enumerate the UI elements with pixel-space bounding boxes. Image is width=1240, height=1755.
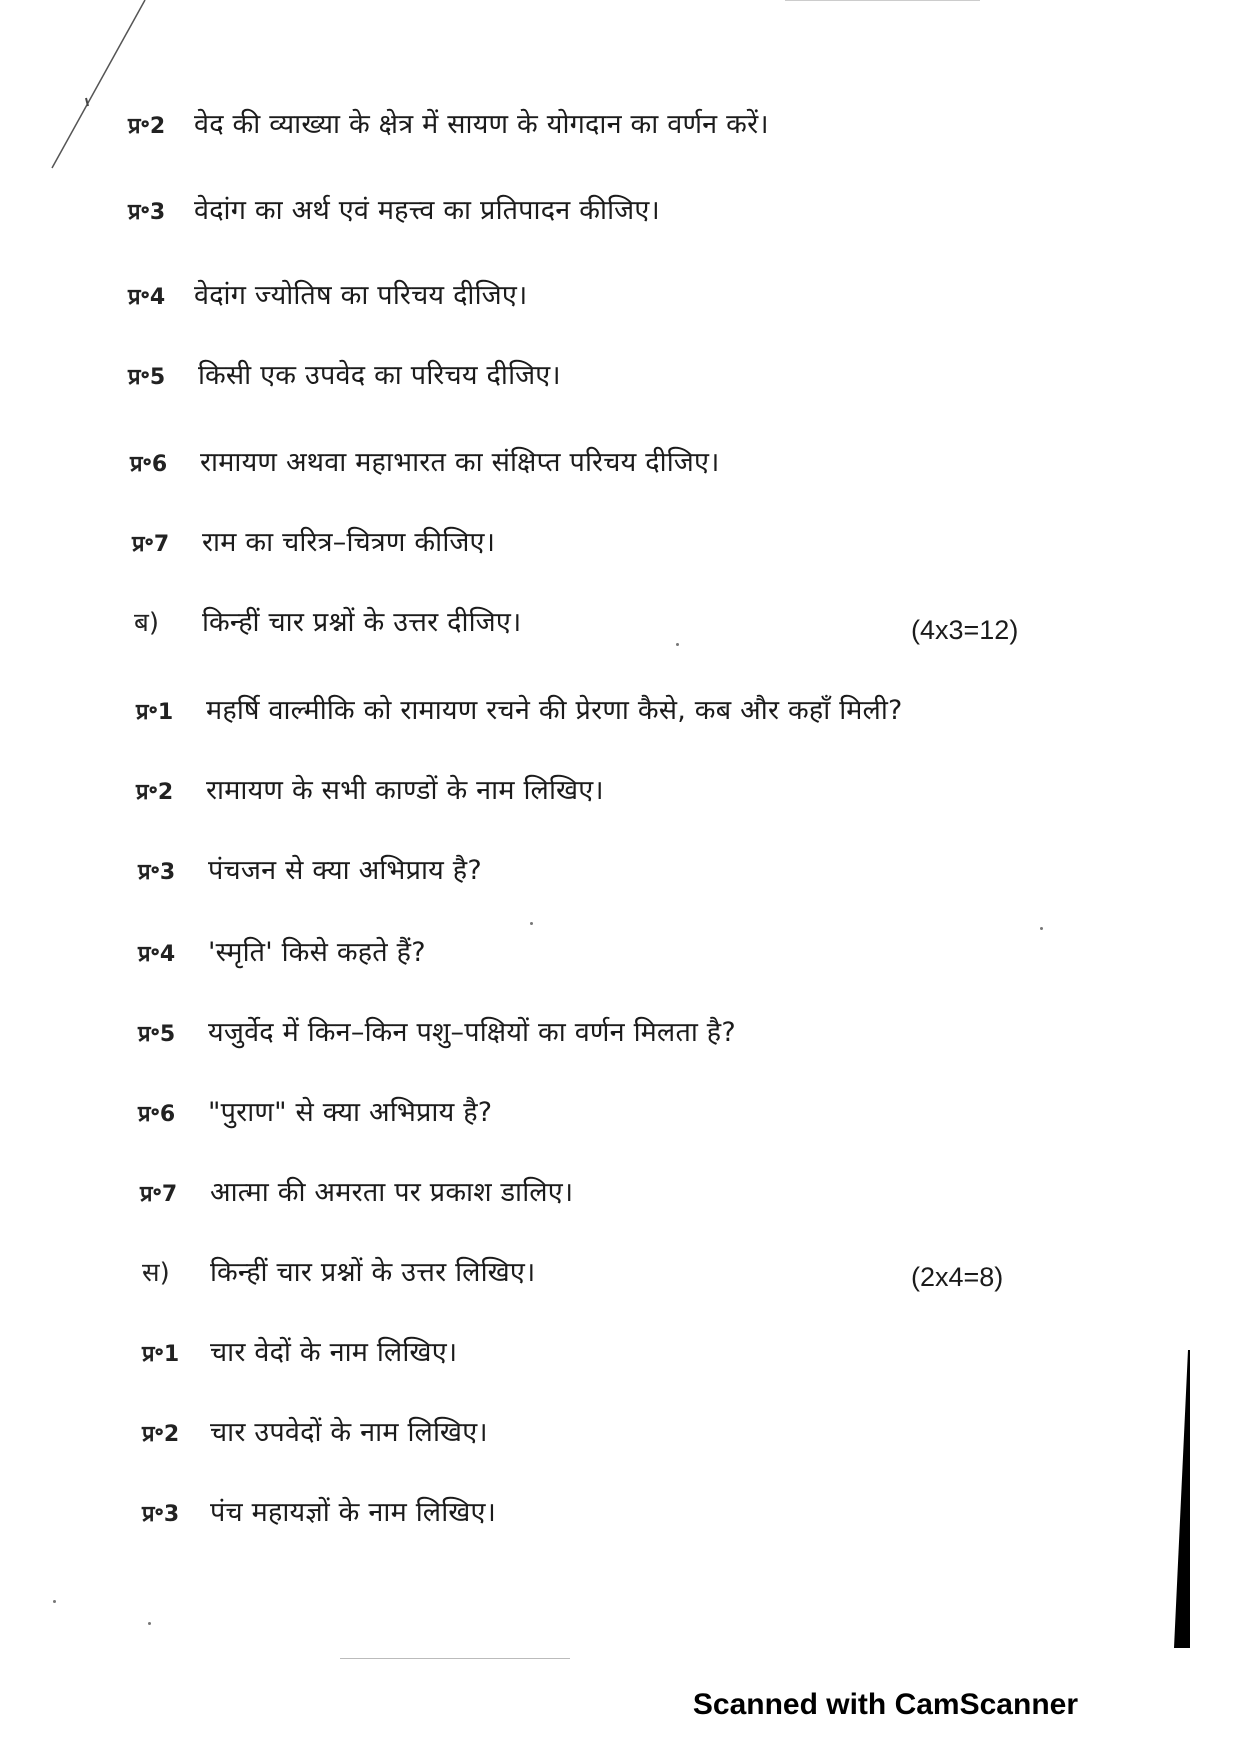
- question-number: प्र॰2: [128, 114, 166, 139]
- section-marks: (2x4=8): [911, 1262, 1004, 1292]
- scan-speck: [530, 922, 533, 925]
- question-row: [128, 355, 561, 392]
- question-text: चार उपवेदों के नाम लिखिए।: [210, 1417, 488, 1448]
- question-number: प्र॰1: [136, 700, 174, 725]
- question-number: प्र॰6: [130, 452, 168, 477]
- section-label: स): [142, 1258, 170, 1288]
- question-row: [130, 442, 720, 479]
- question-number: प्र॰6: [138, 1102, 176, 1127]
- question-text: वेदांग का अर्थ एवं महत्त्व का प्रतिपादन कीजिए।: [194, 195, 660, 226]
- question-row: [142, 1492, 496, 1529]
- question-text: रामायण अथवा महाभारत का संक्षिप्त परिचय दीजिए।: [200, 447, 720, 478]
- section-label: ब): [134, 608, 159, 638]
- question-text: राम का चरित्र–चित्रण कीजिए।: [202, 527, 496, 558]
- question-text: "पुराण" से क्या अभिप्राय है?: [208, 1097, 493, 1128]
- question-row: [142, 1412, 488, 1449]
- question-text: महर्षि वाल्मीकि को रामायण रचने की प्रेरणा कैसे, कब और कहाँ मिली?: [206, 695, 903, 726]
- question-row: [128, 275, 527, 312]
- question-text: चार वेदों के नाम लिखिए।: [210, 1337, 458, 1368]
- question-text: यजुर्वेद में किन–किन पशु–पक्षियों का वर्णन मिलता है?: [208, 1017, 736, 1048]
- scan-speck: [148, 1622, 151, 1625]
- question-row: [142, 1332, 457, 1369]
- section-instruction: किन्हीं चार प्रश्नों के उत्तर दीजिए।: [202, 607, 522, 638]
- question-number: प्र॰7: [132, 532, 170, 557]
- question-text: पंचजन से क्या अभिप्राय है?: [208, 855, 482, 886]
- question-number: प्र॰3: [142, 1502, 180, 1527]
- question-row: [128, 190, 660, 227]
- scan-margin-line: [0, 0, 200, 200]
- section-instruction: किन्हीं चार प्रश्नों के उत्तर लिखिए।: [210, 1257, 536, 1288]
- question-row: [136, 690, 903, 727]
- question-row: [136, 770, 604, 807]
- question-number: प्र॰4: [138, 942, 176, 967]
- section-c-heading: [142, 1252, 535, 1289]
- scan-top-line: [785, 0, 980, 1]
- question-number: प्र॰2: [136, 780, 174, 805]
- question-number: प्र॰5: [138, 1022, 176, 1047]
- question-text: पंच महायज्ञों के नाम लिखिए।: [210, 1497, 497, 1528]
- question-number: प्र॰5: [128, 365, 166, 390]
- camscanner-watermark: Scanned with CamScanner: [692, 1688, 1078, 1721]
- question-row: [140, 1172, 573, 1209]
- scan-speck: [1040, 927, 1043, 930]
- scan-bottom-line: [340, 1658, 570, 1659]
- question-text: आत्मा की अमरता पर प्रकाश डालिए।: [210, 1177, 574, 1208]
- question-number: प्र॰3: [128, 200, 166, 225]
- question-row: [132, 522, 495, 559]
- section-b-heading: [134, 602, 521, 639]
- question-number: प्र॰1: [142, 1342, 180, 1367]
- scan-edge-bar: [1170, 1350, 1195, 1650]
- question-number: प्र॰3: [138, 860, 176, 885]
- scan-speck: [53, 1600, 56, 1603]
- scan-speck: [676, 643, 679, 646]
- question-text: वेदांग ज्योतिष का परिचय दीजिए।: [194, 280, 528, 311]
- question-row: [138, 1092, 492, 1129]
- question-number: प्र॰2: [142, 1422, 180, 1447]
- question-row: [138, 1012, 736, 1049]
- question-text: किसी एक उपवेद का परिचय दीजिए।: [198, 360, 561, 391]
- section-marks: (4x3=12): [911, 615, 1019, 645]
- question-row: [138, 932, 426, 969]
- question-row: [138, 850, 482, 887]
- question-number: प्र॰7: [140, 1182, 178, 1207]
- question-text: 'स्मृति' किसे कहते हैं?: [208, 937, 426, 968]
- question-text: वेद की व्याख्या के क्षेत्र में सायण के योगदान का वर्णन करें।: [194, 109, 769, 140]
- question-number: प्र॰4: [128, 285, 166, 310]
- question-text: रामायण के सभी काण्डों के नाम लिखिए।: [206, 775, 604, 806]
- question-row: [128, 104, 769, 141]
